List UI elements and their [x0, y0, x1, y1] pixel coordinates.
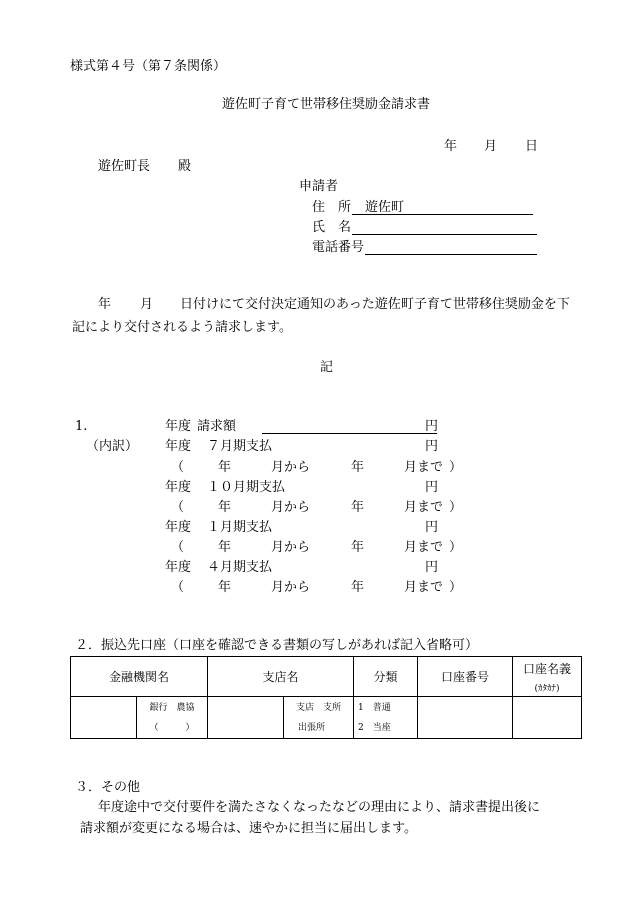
- period-to-month: 月まで: [404, 580, 444, 595]
- claim-nendo: 年度: [165, 419, 192, 434]
- payment-label: １０月期支払: [207, 480, 286, 495]
- bank-account-table: [70, 656, 582, 739]
- period-from-year: 年: [218, 460, 232, 475]
- account-holder-cell[interactable]: [513, 697, 582, 739]
- period-close: ）: [449, 580, 463, 595]
- branch-name-cell[interactable]: [208, 697, 284, 739]
- period-open: （: [171, 540, 185, 555]
- period-from-year: 年: [218, 500, 232, 515]
- payment-nendo: 年度: [165, 439, 192, 454]
- date-month-label: 月: [484, 139, 498, 154]
- phone-underline: [365, 254, 537, 255]
- period-open: （: [171, 460, 185, 475]
- address-underline: [352, 214, 533, 215]
- addressee-honorific: 殿: [178, 159, 192, 174]
- header-account-no: 口座番号: [418, 657, 513, 697]
- table-input-row: [71, 697, 582, 739]
- header-holder: [513, 657, 582, 697]
- period-to-year: 年: [351, 580, 365, 595]
- body-line1: 日付けにて交付決定通知のあった遊佐町子育て世帯移住奨励金を下: [180, 297, 570, 312]
- section3-heading: ３．その他: [75, 780, 141, 795]
- date-day-label: 日: [525, 139, 539, 154]
- payment-label: １月期支払: [207, 520, 273, 535]
- account-type-line2: 2 当座: [358, 722, 391, 733]
- section2-heading: ２．振込先口座（口座を確認できる書類の写しがあれば記入省略可）: [75, 638, 479, 653]
- form-number: 様式第４号（第７条関係）: [70, 59, 227, 74]
- header-holder-note: (ｶﾀｶﾅ): [534, 683, 560, 694]
- section1-number: 1.: [75, 419, 88, 434]
- bank-kind-cell: [137, 697, 208, 739]
- period-close: ）: [449, 540, 463, 555]
- period-to-year: 年: [351, 500, 365, 515]
- period-to-year: 年: [351, 540, 365, 555]
- period-to-month: 月まで: [404, 500, 444, 515]
- body-line2: 記により交付されるよう請求します。: [72, 320, 292, 335]
- claim-amount-underline: [262, 433, 437, 434]
- payment-label: ７月期支払: [207, 439, 273, 454]
- ki-heading: 記: [320, 360, 334, 375]
- date-year-label: 年: [444, 139, 458, 154]
- body-month: 月: [140, 297, 154, 312]
- section3-line2: 請求額が変更になる場合は、速やかに担当に届出します。: [80, 821, 417, 836]
- account-number-cell[interactable]: [418, 697, 513, 739]
- period-from-month: 月から: [271, 580, 311, 595]
- name-label: 氏 名: [312, 220, 352, 235]
- table-header-row: [71, 657, 582, 697]
- payment-yen: 円: [425, 439, 439, 454]
- address-value: 遊佐町: [365, 200, 405, 215]
- payment-yen: 円: [425, 480, 439, 495]
- document-title: 遊佐町子育て世帯移住奨励金請求書: [222, 97, 431, 112]
- payment-nendo: 年度: [165, 480, 192, 495]
- period-open: （: [171, 500, 185, 515]
- phone-label: 電話番号: [312, 240, 365, 255]
- header-bank: 金融機関名: [71, 657, 208, 697]
- claim-label: 請求額: [197, 419, 237, 434]
- payment-label: ４月期支払: [207, 560, 273, 575]
- branch-kind-line1: 支店 支所: [296, 702, 342, 713]
- body-year: 年: [98, 297, 112, 312]
- account-type-line1: 1 普通: [358, 702, 391, 713]
- addressee-name: 遊佐町長: [98, 159, 151, 174]
- period-close: ）: [449, 460, 463, 475]
- payment-yen: 円: [425, 520, 439, 535]
- branch-kind-cell: [284, 697, 354, 739]
- applicant-heading: 申請者: [299, 179, 339, 194]
- period-to-month: 月まで: [404, 540, 444, 555]
- breakdown-label: （内訳）: [86, 439, 139, 454]
- payment-yen: 円: [425, 560, 439, 575]
- period-to-year: 年: [351, 460, 365, 475]
- name-underline: [352, 234, 537, 235]
- period-from-month: 月から: [271, 500, 311, 515]
- branch-kind-line2: 出張所: [298, 722, 326, 733]
- payment-nendo: 年度: [165, 520, 192, 535]
- payment-nendo: 年度: [165, 560, 192, 575]
- period-close: ）: [449, 500, 463, 515]
- bank-kind-line2: （ ）: [149, 722, 195, 733]
- period-from-year: 年: [218, 580, 232, 595]
- account-type-cell: [354, 697, 418, 739]
- header-branch: 支店名: [208, 657, 354, 697]
- header-type: 分類: [354, 657, 418, 697]
- period-from-year: 年: [218, 540, 232, 555]
- claim-yen: 円: [425, 419, 439, 434]
- bank-kind-line1: 銀行 農協: [149, 702, 195, 713]
- period-open: （: [171, 580, 185, 595]
- header-holder-label: 口座名義: [523, 661, 572, 676]
- section3-line1: 年度途中で交付要件を満たさなくなったなどの理由により、請求書提出後に: [98, 800, 541, 815]
- address-label: 住 所: [312, 200, 352, 215]
- period-from-month: 月から: [271, 460, 311, 475]
- period-to-month: 月まで: [404, 460, 444, 475]
- period-from-month: 月から: [271, 540, 311, 555]
- bank-name-cell[interactable]: [71, 697, 137, 739]
